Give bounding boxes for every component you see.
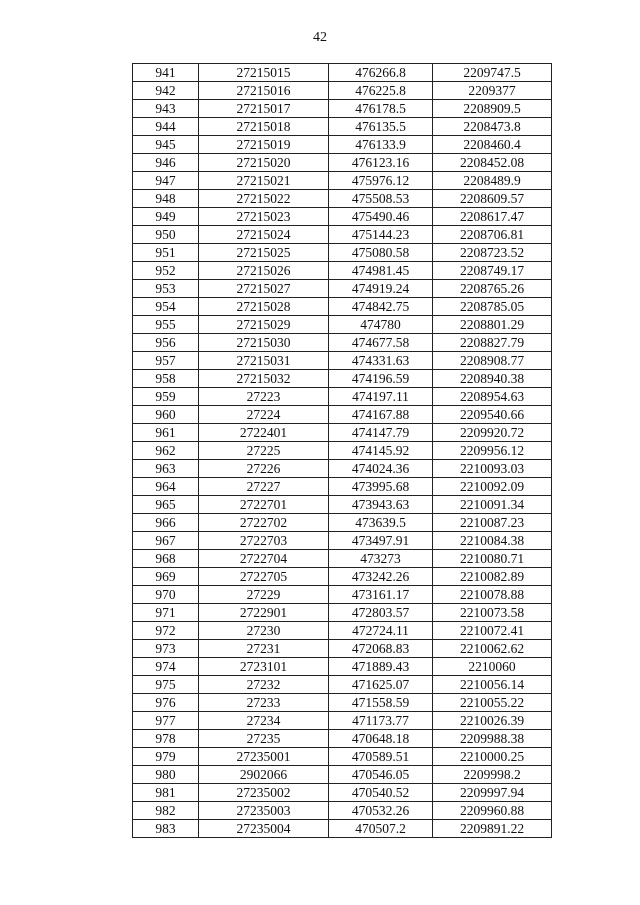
point-id-cell: 27235002: [199, 784, 329, 802]
table-row: [133, 802, 552, 820]
row-index-cell: 981: [133, 784, 199, 802]
point-id-cell: 27215019: [199, 136, 329, 154]
point-id-cell: 27215020: [199, 154, 329, 172]
point-id-cell: 27225: [199, 442, 329, 460]
row-index-cell: 972: [133, 622, 199, 640]
table-row: [133, 298, 552, 316]
table-row: [133, 550, 552, 568]
point-id-cell: 2722701: [199, 496, 329, 514]
table-row: [133, 280, 552, 298]
table-row: [133, 100, 552, 118]
row-index-cell: 973: [133, 640, 199, 658]
point-id-cell: 27232: [199, 676, 329, 694]
row-index-cell: 945: [133, 136, 199, 154]
y-coordinate-cell: 2209998.2: [433, 766, 552, 784]
table-row: [133, 154, 552, 172]
row-index-cell: 966: [133, 514, 199, 532]
point-id-cell: 27215018: [199, 118, 329, 136]
point-id-cell: 2722901: [199, 604, 329, 622]
row-index-cell: 944: [133, 118, 199, 136]
y-coordinate-cell: 2210055.22: [433, 694, 552, 712]
y-coordinate-cell: 2208827.79: [433, 334, 552, 352]
row-index-cell: 957: [133, 352, 199, 370]
x-coordinate-cell: 475508.53: [329, 190, 433, 208]
row-index-cell: 958: [133, 370, 199, 388]
row-index-cell: 962: [133, 442, 199, 460]
x-coordinate-cell: 475976.12: [329, 172, 433, 190]
table-row: [133, 136, 552, 154]
point-id-cell: 27229: [199, 586, 329, 604]
x-coordinate-cell: 470532.26: [329, 802, 433, 820]
x-coordinate-cell: 473273: [329, 550, 433, 568]
y-coordinate-cell: 2209920.72: [433, 424, 552, 442]
row-index-cell: 941: [133, 64, 199, 82]
x-coordinate-cell: 473943.63: [329, 496, 433, 514]
point-id-cell: 27235001: [199, 748, 329, 766]
y-coordinate-cell: 2208617.47: [433, 208, 552, 226]
x-coordinate-cell: 474145.92: [329, 442, 433, 460]
x-coordinate-cell: 476133.9: [329, 136, 433, 154]
table-row: [133, 82, 552, 100]
x-coordinate-cell: 475080.58: [329, 244, 433, 262]
table-row: [133, 730, 552, 748]
point-id-cell: 27235004: [199, 820, 329, 838]
point-id-cell: 27233: [199, 694, 329, 712]
x-coordinate-cell: 473497.91: [329, 532, 433, 550]
table-row: [133, 766, 552, 784]
x-coordinate-cell: 474167.88: [329, 406, 433, 424]
y-coordinate-cell: 2208954.63: [433, 388, 552, 406]
row-index-cell: 956: [133, 334, 199, 352]
row-index-cell: 959: [133, 388, 199, 406]
point-id-cell: 27215028: [199, 298, 329, 316]
y-coordinate-cell: 2210078.88: [433, 586, 552, 604]
x-coordinate-cell: 471173.77: [329, 712, 433, 730]
x-coordinate-cell: 473995.68: [329, 478, 433, 496]
x-coordinate-cell: 474147.79: [329, 424, 433, 442]
table-row: [133, 316, 552, 334]
row-index-cell: 970: [133, 586, 199, 604]
table-row: [133, 820, 552, 838]
table-row: [133, 568, 552, 586]
table-row: [133, 244, 552, 262]
table-row: [133, 712, 552, 730]
x-coordinate-cell: 474331.63: [329, 352, 433, 370]
row-index-cell: 968: [133, 550, 199, 568]
point-id-cell: 27231: [199, 640, 329, 658]
table-row: [133, 514, 552, 532]
y-coordinate-cell: 2210056.14: [433, 676, 552, 694]
row-index-cell: 976: [133, 694, 199, 712]
y-coordinate-cell: 2210082.89: [433, 568, 552, 586]
point-id-cell: 2722401: [199, 424, 329, 442]
point-id-cell: 2722702: [199, 514, 329, 532]
row-index-cell: 983: [133, 820, 199, 838]
table-row: [133, 532, 552, 550]
y-coordinate-cell: 2208706.81: [433, 226, 552, 244]
y-coordinate-cell: 2209997.94: [433, 784, 552, 802]
row-index-cell: 969: [133, 568, 199, 586]
x-coordinate-cell: 471889.43: [329, 658, 433, 676]
table-row: [133, 424, 552, 442]
row-index-cell: 951: [133, 244, 199, 262]
table-row: [133, 658, 552, 676]
y-coordinate-cell: 2209956.12: [433, 442, 552, 460]
row-index-cell: 971: [133, 604, 199, 622]
row-index-cell: 948: [133, 190, 199, 208]
table-row: [133, 262, 552, 280]
point-id-cell: 2722703: [199, 532, 329, 550]
table-row: [133, 748, 552, 766]
x-coordinate-cell: 474196.59: [329, 370, 433, 388]
point-id-cell: 27215024: [199, 226, 329, 244]
row-index-cell: 980: [133, 766, 199, 784]
y-coordinate-cell: 2208452.08: [433, 154, 552, 172]
x-coordinate-cell: 474919.24: [329, 280, 433, 298]
row-index-cell: 977: [133, 712, 199, 730]
point-id-cell: 27227: [199, 478, 329, 496]
table-body: [133, 64, 552, 838]
table-row: [133, 496, 552, 514]
row-index-cell: 953: [133, 280, 199, 298]
x-coordinate-cell: 470648.18: [329, 730, 433, 748]
row-index-cell: 965: [133, 496, 199, 514]
point-id-cell: 27215023: [199, 208, 329, 226]
table-row: [133, 208, 552, 226]
point-id-cell: 27215017: [199, 100, 329, 118]
x-coordinate-cell: 472803.57: [329, 604, 433, 622]
y-coordinate-cell: 2210091.34: [433, 496, 552, 514]
x-coordinate-cell: 476225.8: [329, 82, 433, 100]
point-id-cell: 2902066: [199, 766, 329, 784]
x-coordinate-cell: 471625.07: [329, 676, 433, 694]
x-coordinate-cell: 474197.11: [329, 388, 433, 406]
table-row: [133, 334, 552, 352]
y-coordinate-cell: 2208785.05: [433, 298, 552, 316]
x-coordinate-cell: 470540.52: [329, 784, 433, 802]
page-number: 42: [313, 30, 327, 45]
point-id-cell: 27215025: [199, 244, 329, 262]
row-index-cell: 974: [133, 658, 199, 676]
table-row: [133, 622, 552, 640]
y-coordinate-cell: 2208765.26: [433, 280, 552, 298]
x-coordinate-cell: 474981.45: [329, 262, 433, 280]
x-coordinate-cell: 471558.59: [329, 694, 433, 712]
row-index-cell: 960: [133, 406, 199, 424]
point-id-cell: 27215032: [199, 370, 329, 388]
point-id-cell: 27215029: [199, 316, 329, 334]
table-row: [133, 64, 552, 82]
x-coordinate-cell: 473639.5: [329, 514, 433, 532]
x-coordinate-cell: 472724.11: [329, 622, 433, 640]
row-index-cell: 955: [133, 316, 199, 334]
point-id-cell: 27234: [199, 712, 329, 730]
y-coordinate-cell: 2210073.58: [433, 604, 552, 622]
x-coordinate-cell: 474780: [329, 316, 433, 334]
x-coordinate-cell: 470589.51: [329, 748, 433, 766]
row-index-cell: 978: [133, 730, 199, 748]
x-coordinate-cell: 474677.58: [329, 334, 433, 352]
point-id-cell: 27215015: [199, 64, 329, 82]
y-coordinate-cell: 2210000.25: [433, 748, 552, 766]
point-id-cell: 27235: [199, 730, 329, 748]
y-coordinate-cell: 2208723.52: [433, 244, 552, 262]
y-coordinate-cell: 2209377: [433, 82, 552, 100]
y-coordinate-cell: 2209960.88: [433, 802, 552, 820]
x-coordinate-cell: 474024.36: [329, 460, 433, 478]
x-coordinate-cell: 474842.75: [329, 298, 433, 316]
table-row: [133, 388, 552, 406]
y-coordinate-cell: 2208489.9: [433, 172, 552, 190]
table-row: [133, 640, 552, 658]
point-id-cell: 27230: [199, 622, 329, 640]
table-row: [133, 586, 552, 604]
y-coordinate-cell: 2210080.71: [433, 550, 552, 568]
x-coordinate-cell: 473242.26: [329, 568, 433, 586]
table-row: [133, 460, 552, 478]
point-id-cell: 27224: [199, 406, 329, 424]
row-index-cell: 963: [133, 460, 199, 478]
point-id-cell: 27223: [199, 388, 329, 406]
point-id-cell: 27215031: [199, 352, 329, 370]
y-coordinate-cell: 2208460.4: [433, 136, 552, 154]
point-id-cell: 27226: [199, 460, 329, 478]
x-coordinate-cell: 476266.8: [329, 64, 433, 82]
point-id-cell: 27215026: [199, 262, 329, 280]
y-coordinate-cell: 2208908.77: [433, 352, 552, 370]
x-coordinate-cell: 472068.83: [329, 640, 433, 658]
table-row: [133, 694, 552, 712]
row-index-cell: 979: [133, 748, 199, 766]
point-id-cell: 2723101: [199, 658, 329, 676]
row-index-cell: 943: [133, 100, 199, 118]
table-row: [133, 226, 552, 244]
table-row: [133, 406, 552, 424]
y-coordinate-cell: 2210087.23: [433, 514, 552, 532]
row-index-cell: 961: [133, 424, 199, 442]
point-id-cell: 2722705: [199, 568, 329, 586]
table-row: [133, 442, 552, 460]
y-coordinate-cell: 2208473.8: [433, 118, 552, 136]
point-id-cell: 27215022: [199, 190, 329, 208]
x-coordinate-cell: 473161.17: [329, 586, 433, 604]
row-index-cell: 967: [133, 532, 199, 550]
y-coordinate-cell: 2210072.41: [433, 622, 552, 640]
table-row: [133, 118, 552, 136]
x-coordinate-cell: 475490.46: [329, 208, 433, 226]
row-index-cell: 950: [133, 226, 199, 244]
row-index-cell: 946: [133, 154, 199, 172]
x-coordinate-cell: 470507.2: [329, 820, 433, 838]
row-index-cell: 964: [133, 478, 199, 496]
table-row: [133, 352, 552, 370]
y-coordinate-cell: 2208940.38: [433, 370, 552, 388]
point-id-cell: 27235003: [199, 802, 329, 820]
row-index-cell: 942: [133, 82, 199, 100]
point-id-cell: 27215016: [199, 82, 329, 100]
y-coordinate-cell: 2208749.17: [433, 262, 552, 280]
y-coordinate-cell: 2209540.66: [433, 406, 552, 424]
table-row: [133, 190, 552, 208]
y-coordinate-cell: 2209988.38: [433, 730, 552, 748]
table-row: [133, 676, 552, 694]
y-coordinate-cell: 2210062.62: [433, 640, 552, 658]
table-row: [133, 172, 552, 190]
x-coordinate-cell: 476123.16: [329, 154, 433, 172]
row-index-cell: 952: [133, 262, 199, 280]
y-coordinate-cell: 2210093.03: [433, 460, 552, 478]
x-coordinate-cell: 470546.05: [329, 766, 433, 784]
row-index-cell: 954: [133, 298, 199, 316]
y-coordinate-cell: 2210060: [433, 658, 552, 676]
y-coordinate-cell: 2208609.57: [433, 190, 552, 208]
row-index-cell: 975: [133, 676, 199, 694]
table-row: [133, 478, 552, 496]
point-id-cell: 27215021: [199, 172, 329, 190]
point-id-cell: 27215027: [199, 280, 329, 298]
table-row: [133, 604, 552, 622]
table-row: [133, 370, 552, 388]
point-id-cell: 2722704: [199, 550, 329, 568]
y-coordinate-cell: 2210092.09: [433, 478, 552, 496]
y-coordinate-cell: 2208801.29: [433, 316, 552, 334]
y-coordinate-cell: 2209747.5: [433, 64, 552, 82]
row-index-cell: 947: [133, 172, 199, 190]
y-coordinate-cell: 2210084.38: [433, 532, 552, 550]
table-row: [133, 784, 552, 802]
y-coordinate-cell: 2208909.5: [433, 100, 552, 118]
coordinates-table: [132, 63, 552, 838]
row-index-cell: 982: [133, 802, 199, 820]
row-index-cell: 949: [133, 208, 199, 226]
y-coordinate-cell: 2210026.39: [433, 712, 552, 730]
x-coordinate-cell: 475144.23: [329, 226, 433, 244]
x-coordinate-cell: 476178.5: [329, 100, 433, 118]
y-coordinate-cell: 2209891.22: [433, 820, 552, 838]
x-coordinate-cell: 476135.5: [329, 118, 433, 136]
point-id-cell: 27215030: [199, 334, 329, 352]
